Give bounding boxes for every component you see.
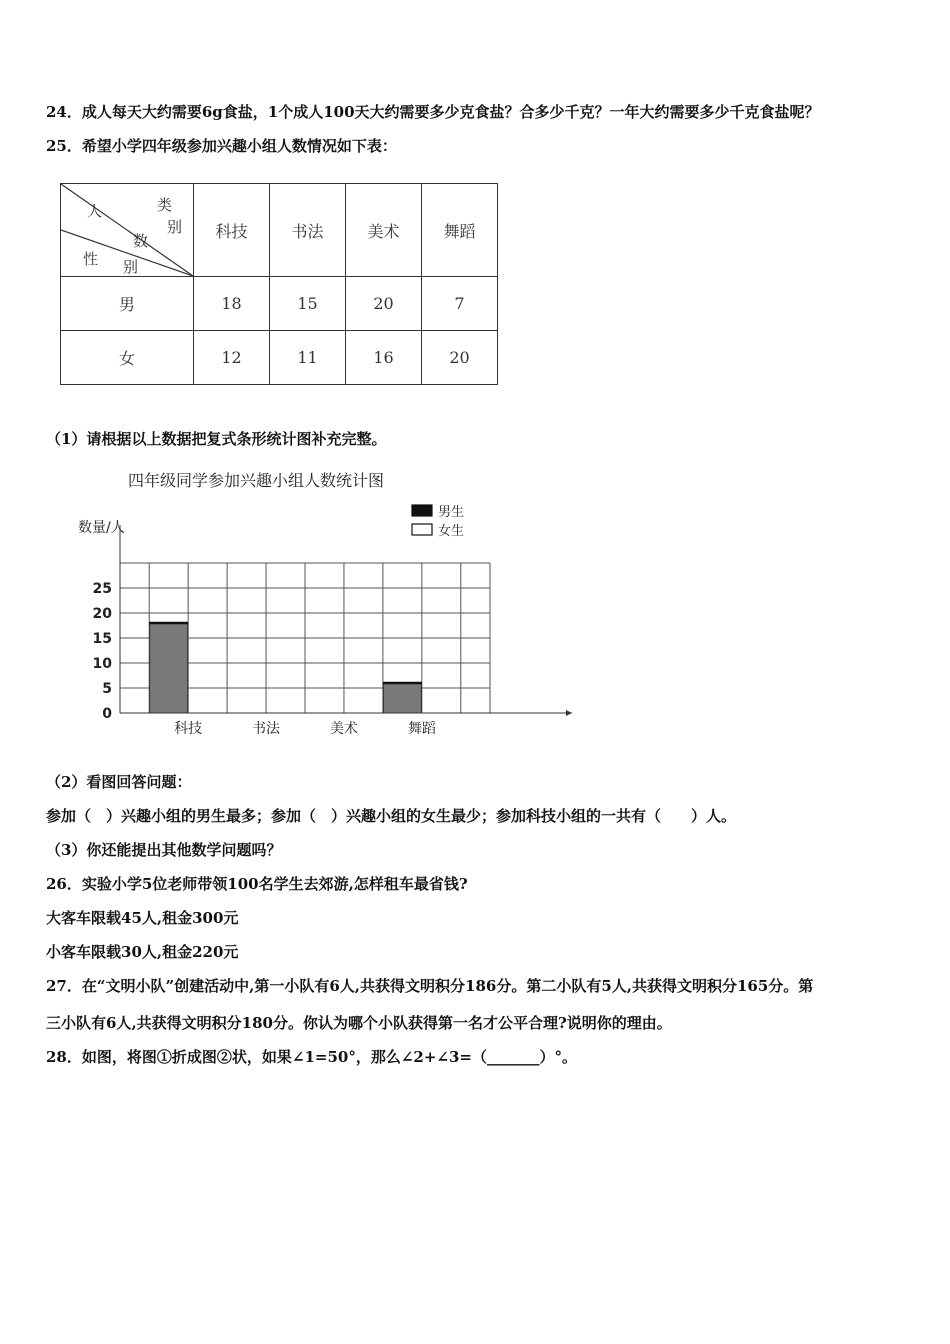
legend-label: 男生 [438, 505, 465, 520]
table-cell: 20 [346, 277, 422, 331]
x-axis-arrow [566, 710, 572, 716]
table-header-corner [61, 184, 194, 277]
table-cell: 12 [194, 331, 270, 385]
x-tick-label: 美术 [329, 721, 358, 737]
corner-shu: 数 [133, 232, 149, 250]
corner-bie-2: 别 [123, 258, 139, 276]
bar-男生-科技 [150, 623, 188, 713]
y-tick-label: 15 [92, 631, 112, 647]
y-tick-label: 20 [92, 606, 112, 622]
question-26: 26．实验小学5位老师带领100名学生去郊游,怎样租车最省钱? [46, 875, 468, 893]
table-cell: 20 [422, 331, 498, 385]
corner-lei: 类 [157, 196, 173, 214]
x-tick-label: 科技 [174, 721, 203, 737]
question-27-line-1: 27．在“文明小队”创建活动中,第一小队有6人,共获得文明积分186分。第二小队有5人,共获得文明积分165分。第 [46, 977, 814, 995]
question-25-2: （2）看图回答问题： [46, 773, 192, 791]
question-27-line-2: 三小队有6人,共获得文明积分180分。你认为哪个小队获得第一名才公平合理?说明你的理由。 [46, 1014, 672, 1032]
question-26-option-b: 小客车限载30人,租金220元 [46, 943, 239, 961]
bar-chart [60, 495, 590, 745]
corner-bie-1: 别 [167, 218, 183, 236]
table-col-header: 科技 [194, 184, 270, 277]
table-cell: 15 [270, 277, 346, 331]
legend-label: 女生 [438, 524, 465, 539]
table-col-header: 舞蹈 [422, 184, 498, 277]
question-24: 24．成人每天大约需要6g食盐，1个成人100天大约需要多少克食盐？合多少千克？一年大约需要多少千克食盐呢？ [46, 103, 820, 121]
table-col-header: 书法 [270, 184, 346, 277]
legend-swatch-男生 [412, 505, 432, 516]
y-tick-label: 0 [102, 706, 112, 722]
question-28: 28．如图，将图①折成图②状，如果∠1=50°，那么∠2+∠3=（_______）°。 [46, 1048, 577, 1066]
bar-男生-舞蹈 [383, 683, 421, 713]
y-tick-label: 10 [92, 656, 112, 672]
table-row-label: 女 [61, 331, 194, 385]
question-25-1: （1）请根据以上数据把复式条形统计图补充完整。 [46, 430, 387, 448]
table-cell: 7 [422, 277, 498, 331]
table-col-header: 美术 [346, 184, 422, 277]
question-25-2-text: 参加（ ）兴趣小组的男生最多；参加（ ）兴趣小组的女生最少；参加科技小组的一共有（ ）人。 [46, 807, 737, 825]
table-cell: 16 [346, 331, 422, 385]
chart-title: 四年级同学参加兴趣小组人数统计图 [128, 471, 385, 490]
legend-swatch-女生 [412, 524, 432, 535]
question-25: 25．希望小学四年级参加兴趣小组人数情况如下表： [46, 137, 397, 155]
corner-ren: 人 [87, 202, 103, 220]
table-row-label: 男 [61, 277, 194, 331]
y-axis-label: 数量/人 [78, 520, 125, 536]
question-26-option-a: 大客车限载45人,租金300元 [46, 909, 239, 927]
table-cell: 11 [270, 331, 346, 385]
interest-group-table [60, 183, 498, 385]
x-tick-label: 书法 [252, 721, 281, 737]
corner-xing: 性 [83, 250, 99, 268]
y-tick-label: 5 [102, 681, 112, 697]
question-25-3: （3）你还能提出其他数学问题吗？ [46, 841, 282, 859]
y-tick-label: 25 [92, 581, 112, 597]
x-tick-label: 舞蹈 [407, 721, 436, 737]
table-cell: 18 [194, 277, 270, 331]
